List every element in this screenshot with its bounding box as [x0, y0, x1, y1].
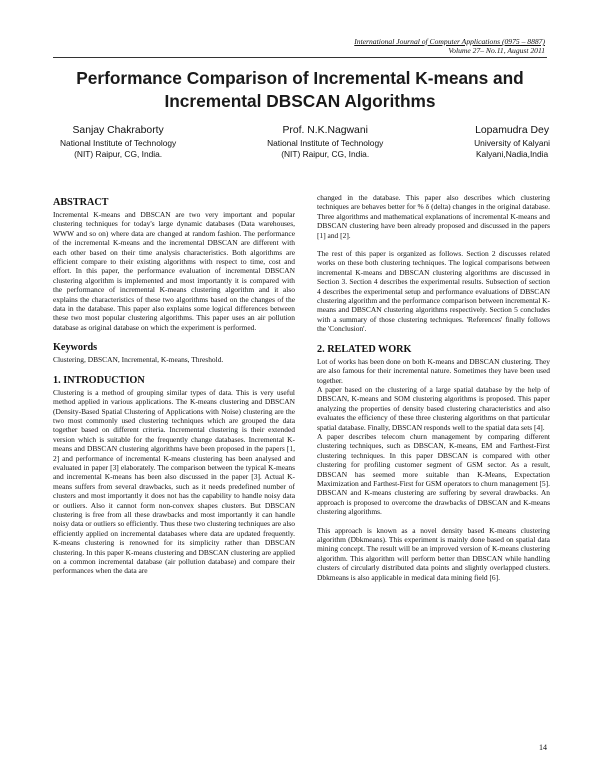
journal-volume: Volume 27– No.11, August 2011	[448, 46, 545, 55]
author-location: Kalyani,Nadia,India	[475, 149, 549, 159]
abstract-heading: ABSTRACT	[53, 197, 109, 208]
right-column	[317, 193, 550, 582]
page-number: 14	[539, 743, 547, 752]
author-affiliation: University of Kalyani	[474, 138, 550, 148]
left-column	[53, 196, 295, 576]
introduction-paragraph-1-continued: changed in the database. This paper also describes which clustering techniques are behaves better for % δ (delta) changes in the original database. Three algorithms and mathematical explanations of incremental K-means and DBSCAN clustering have been already proposed and discussed in the papers [1] and [2].	[317, 193, 550, 240]
introduction-paragraph-1: Clustering is a method of grouping similar types of data. This is very useful method applied in various applications. The K-means clustering and DBSCAN (Density-Based Spatial Clustering of Applications with Noise) clustering are the two most commonly used clustering techniques which are grouped the data together based on different criteria. Incremental clustering is their extended version which is suitable for the frequently change databases. Incremental K-means and DBSCAN clustering algorithms have been proposed in the papers [1, 2] and performance of incremental K-means clustering has been analysed and evaluated in paper [3] elaborately. The comparison between the typical K-means and incremental K-means has been also discussed in the paper [3]. Actual K-means suffers from several drawbacks, such as it needs predefined number of clusters and most importantly it does not has the capability to handle noisy data or outliers. Also it cannot form non-convex shapes clusters. But DBSCAN clustering is free from all these drawbacks and most importantly it can handle noisy data or outliers so efficiently. Thus these two clustering techniques are also efficiently applied on incremental databases where data are updated frequently. K-means clustering is renowned for its simplicity rather than DBSCAN clustering. In this paper K-means clustering and DBSCAN clustering are applied on a common incremental database (air pollution database) and compare their performances when the data are	[53, 387, 295, 576]
related-work-paragraph-1: Lot of works has been done on both K-means and DBSCAN clustering. They are also famous for their incremental nature. Sometimes they have been used together.	[317, 356, 550, 385]
author-name: Prof. N.K.Nagwani	[282, 125, 368, 136]
author-location: (NIT) Raipur, CG, India.	[281, 149, 370, 159]
keywords-text: Clustering, DBSCAN, Incremental, K-means, Threshold.	[53, 355, 224, 365]
title-line-1: Performance Comparison of Incremental K-means and	[76, 68, 524, 88]
related-work-heading: 2. RELATED WORK	[317, 343, 412, 355]
journal-name: International Journal of Computer Applications (0975 – 8887)	[354, 37, 545, 46]
introduction-paragraph-2: The rest of this paper is organized as follows. Section 2 discusses related works on these both clustering techniques. The logical comparisons between incremental K-means and DBSCAN clustering algorithms are discussed in Section 3. Section 4 describes the experimental results. Subsection of section 4 describes the experimental setup and performance evaluations of DBSCAN clustering algorithm and the performance comparison between incremental K-means and DBSCAN clustering algorithms respectively. Section 5 concludes with a summary of those clustering techniques. 'References' finally follows the 'Conclusion'.	[317, 249, 550, 334]
abstract-text: Incremental K-means and DBSCAN are two very important and popular clustering techniques for today's large dynamic databases (Data warehouses, WWW and so on) where data are changed at random fashion. The performance of the incremental K-means and the incremental DBSCAN are different with each other based on their time analysis characteristics. Both algorithms are efficient compare to their existing algorithms with respect to time, cost and effort. In this paper, the performance evaluation of incremental DBSCAN clustering algorithm is implemented and most importantly it is compared with the performance of incremental K-means clustering algorithm and it also explains the characteristics of these two algorithms based on the changes of the data in the database. This paper also explains some logical differences between these two most popular clustering algorithms. This paper uses an air pollution database as original database on which the experiment is performed.	[53, 210, 295, 332]
author-1	[60, 124, 176, 160]
related-work-paragraph-4: DBSCAN and K-means clustering are suffering by several drawbacks. An approach is proposed to overcome the drawbacks of DBSCAN and K-means clustering algorithms.	[317, 488, 550, 517]
keywords-heading: Keywords	[53, 342, 98, 354]
author-block	[60, 124, 550, 160]
author-location: (NIT) Raipur, CG, India.	[74, 149, 163, 159]
introduction-heading: 1. INTRODUCTION	[53, 374, 145, 386]
related-work-paragraph-3: A paper describes telecom churn management by comparing different clustering techniques, such as DBSCAN, K-means, EM and Farthest-First clustering techniques. In this paper DBSCAN is compared with other clustering for profiling customer segment of GSM sector. As a result, DBSCAN has seemed more suitable than K-Means, Expectation Maximization and Farthest-First for GSM operators to churn management [5].	[317, 431, 550, 488]
author-name: Sanjay Chakraborty	[72, 125, 164, 136]
header-rule	[53, 57, 547, 58]
author-2	[267, 124, 383, 160]
related-work-paragraph-2: A paper based on the clustering of a large spatial database by the help of DBSCAN, K-means and SOM clustering algorithms is proposed. This paper analyzing the properties of density based clustering characteristics and also evaluates the efficiency of these three clustering algorithms on that particular spatial database. Finally, DBSCAN responds well to the spatial data sets [4].	[317, 384, 550, 432]
author-3	[474, 124, 550, 160]
author-affiliation: National Institute of Technology	[267, 138, 384, 148]
author-name: Lopamudra Dey	[475, 125, 550, 136]
journal-header	[354, 37, 545, 55]
paper-title	[40, 67, 560, 113]
title-line-2: Incremental DBSCAN Algorithms	[164, 91, 436, 111]
related-work-paragraph-5: This approach is known as a novel density based K-means clustering algorithm (Dbkmeans). This experiment is mainly done based on spatial data mining concept. The result will be an improved version of K-means clustering algorithm. This algorithm will perform better than DBSCAN while handling clusters of circularly distributed data points and slightly overlapped clusters. Dbkmeans is also applicable in medical data mining field [6].	[317, 525, 550, 582]
author-affiliation: National Institute of Technology	[60, 138, 177, 148]
